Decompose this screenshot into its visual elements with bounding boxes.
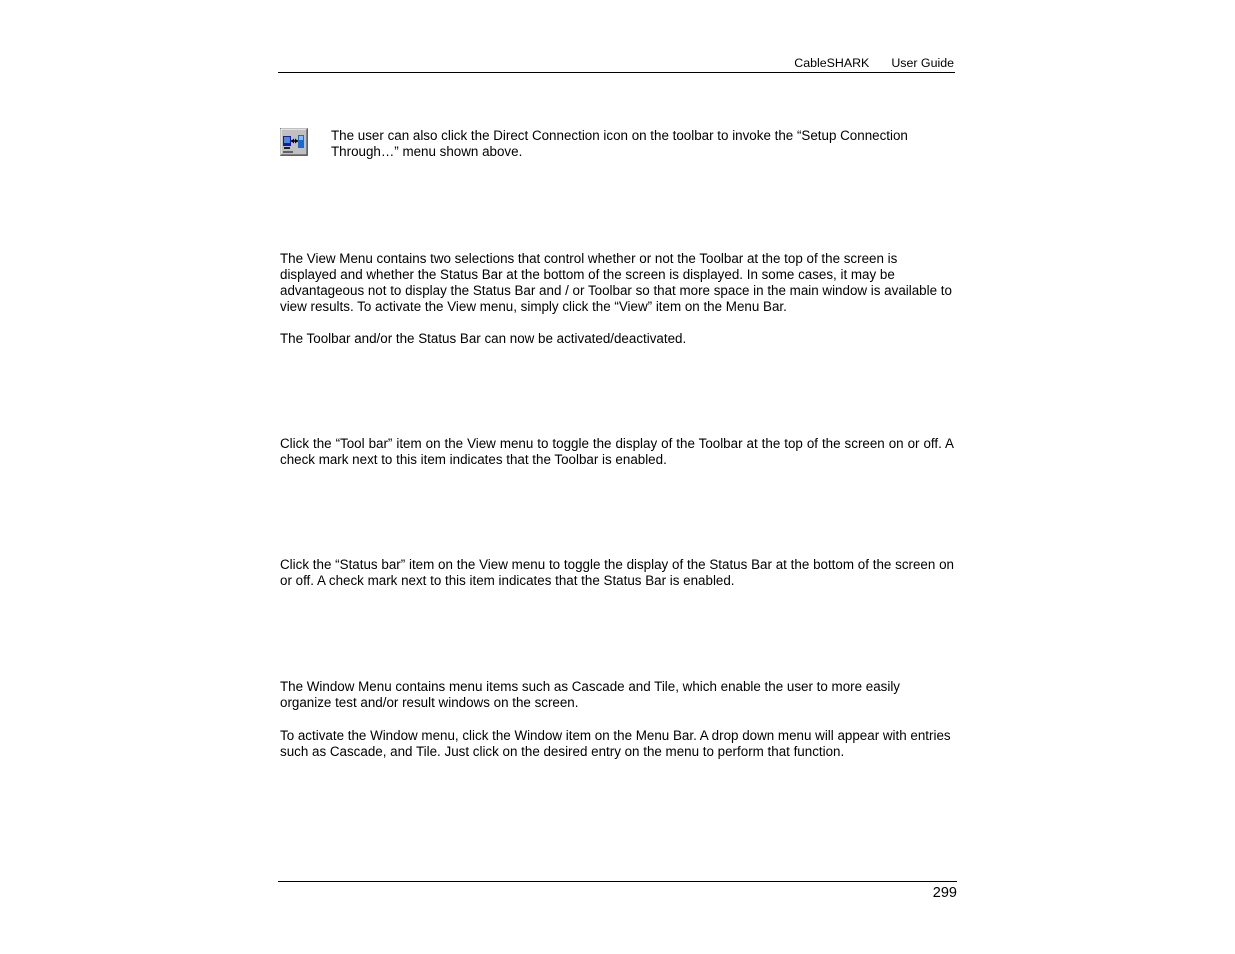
- view-menu-toggle-paragraph: The Toolbar and/or the Status Bar can now be activated/deactivated.: [280, 331, 687, 346]
- direct-connection-icon: [280, 128, 308, 156]
- page-footer: [278, 881, 957, 901]
- window-menu-activate-paragraph: To activate the Window menu, click the Window item on the Menu Bar. A drop down menu will appear with entries such as Cascade, and Tile. Just click on the desired entry on the menu to perform that function.: [280, 728, 951, 759]
- direct-connection-paragraph: The user can also click the Direct Connection icon on the toolbar to invoke the “Setup Connection Through…” menu shown above.: [331, 128, 908, 159]
- page-number: 299: [932, 885, 957, 901]
- header-text: [794, 55, 954, 71]
- tool-bar-paragraph: Click the “Tool bar” item on the View menu to toggle the display of the Toolbar at the top of the screen on or off. A check mark next to this item indicates that the Toolbar is enabled.: [280, 436, 954, 467]
- header-guide-name: User Guide: [891, 56, 954, 70]
- page-header: [278, 54, 955, 73]
- header-product-name: CableSHARK: [794, 56, 870, 70]
- view-menu-intro-paragraph: The View Menu contains two selections that control whether or not the Toolbar at the top of the screen is displayed and whether the Status Bar at the bottom of the screen is displayed. In some cases, it may be advantageous not to display the Status Bar and / or Toolbar so that more space in the main window is available to view results. To activate the View menu, simply click the “View” item on the Menu Bar.: [280, 251, 952, 314]
- window-menu-intro-paragraph: The Window Menu contains menu items such as Cascade and Tile, which enable the user to more easily organize test and/or result windows on the screen.: [280, 679, 901, 710]
- status-bar-paragraph: Click the “Status bar” item on the View menu to toggle the display of the Status Bar at the bottom of the screen on or off. A check mark next to this item indicates that the Status Bar is enabled.: [280, 557, 954, 588]
